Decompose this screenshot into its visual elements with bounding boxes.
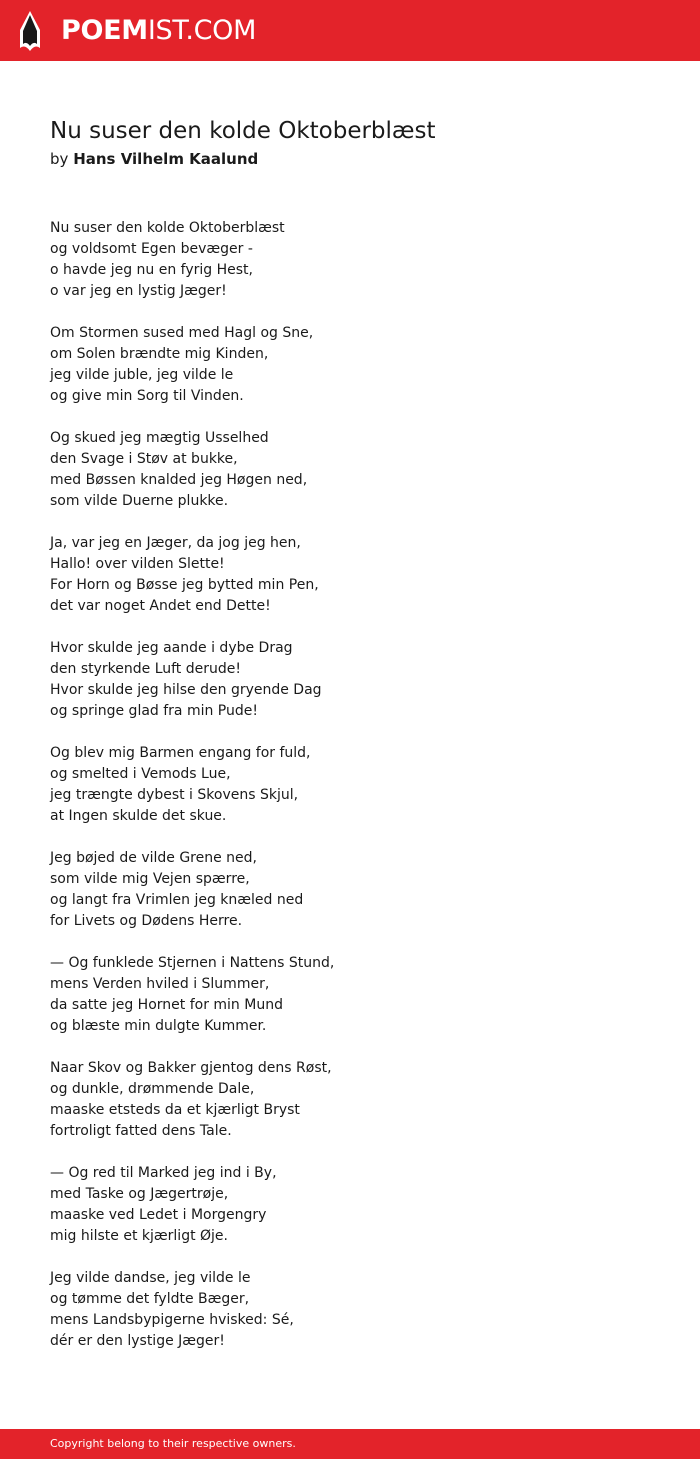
poem-line: jeg trængte dybest i Skovens Skjul, bbox=[50, 787, 299, 803]
poem-stanza bbox=[50, 848, 650, 932]
poem-stanza bbox=[50, 1268, 650, 1352]
poem-body bbox=[50, 218, 650, 1373]
poem-line: — Og red til Marked jeg ind i By, bbox=[50, 1165, 277, 1181]
poem-line: Og skued jeg mægtig Usselhed bbox=[50, 430, 269, 446]
poem-line: den Svage i Støv at bukke, bbox=[50, 451, 238, 467]
pen-nib-icon bbox=[16, 10, 44, 52]
poem-line: Og blev mig Barmen engang for fuld, bbox=[50, 745, 311, 761]
poem-line: jeg vilde juble, jeg vilde le bbox=[50, 367, 234, 383]
poem-title: Nu suser den kolde Oktoberblæst bbox=[50, 118, 436, 144]
site-footer bbox=[0, 1429, 700, 1459]
poem-stanza bbox=[50, 743, 650, 827]
poem-byline bbox=[50, 148, 258, 170]
copyright-text: Copyright belong to their respective owners. bbox=[50, 1437, 296, 1450]
poem-line: og springe glad fra min Pude! bbox=[50, 703, 258, 719]
poem-line: Om Stormen sused med Hagl og Sne, bbox=[50, 325, 314, 341]
poem-line: at Ingen skulde det skue. bbox=[50, 808, 227, 824]
poem-line: Jeg bøjed de vilde Grene ned, bbox=[50, 850, 258, 866]
poem-line: med Bøssen knalded jeg Høgen ned, bbox=[50, 472, 308, 488]
poem-line: mig hilste et kjærligt Øje. bbox=[50, 1228, 228, 1244]
poem-stanza bbox=[50, 953, 650, 1037]
poem-line: Jeg vilde dandse, jeg vilde le bbox=[50, 1270, 251, 1286]
poem-line: med Taske og Jægertrøje, bbox=[50, 1186, 229, 1202]
poem-line: maaske etsteds da et kjærligt Bryst bbox=[50, 1102, 300, 1118]
poem-line: maaske ved Ledet i Morgengry bbox=[50, 1207, 267, 1223]
site-header bbox=[0, 0, 700, 61]
poem-stanza bbox=[50, 533, 650, 617]
poem-line: og dunkle, drømmende Dale, bbox=[50, 1081, 255, 1097]
poem-line: mens Verden hviled i Slummer, bbox=[50, 976, 270, 992]
brand-light: IST.COM bbox=[147, 15, 257, 46]
poem-line: om Solen brændte mig Kinden, bbox=[50, 346, 269, 362]
poem-line: Hvor skulde jeg hilse den gryende Dag bbox=[50, 682, 322, 698]
poem-line: Naar Skov og Bakker gjentog dens Røst, bbox=[50, 1060, 332, 1076]
poem-line: og give min Sorg til Vinden. bbox=[50, 388, 244, 404]
poem-line: og tømme det fyldte Bæger, bbox=[50, 1291, 250, 1307]
poem-line: o havde jeg nu en fyrig Hest, bbox=[50, 262, 253, 278]
poem-stanza bbox=[50, 1163, 650, 1247]
poem-line: fortroligt fatted dens Tale. bbox=[50, 1123, 232, 1139]
poem-stanza bbox=[50, 323, 650, 407]
poem-line: og langt fra Vrimlen jeg knæled ned bbox=[50, 892, 304, 908]
poem-line: for Livets og Dødens Herre. bbox=[50, 913, 243, 929]
site-logo-text bbox=[61, 9, 256, 53]
poem-stanza bbox=[50, 428, 650, 512]
site-logo-link[interactable] bbox=[16, 9, 256, 53]
poem-line: Nu suser den kolde Oktoberblæst bbox=[50, 220, 285, 236]
poem-line: som vilde Duerne plukke. bbox=[50, 493, 229, 509]
brand-bold: POEM bbox=[61, 15, 148, 46]
poem-stanza bbox=[50, 218, 650, 302]
poem-line: For Horn og Bøsse jeg bytted min Pen, bbox=[50, 577, 319, 593]
poem-line: det var noget Andet end Dette! bbox=[50, 598, 271, 614]
poem-stanza bbox=[50, 638, 650, 722]
byline-prefix: by bbox=[50, 150, 69, 168]
poem-line: — Og funklede Stjernen i Nattens Stund, bbox=[50, 955, 335, 971]
poem-line: Hvor skulde jeg aande i dybe Drag bbox=[50, 640, 293, 656]
poem-line: og blæste min dulgte Kummer. bbox=[50, 1018, 267, 1034]
poem-line: den styrkende Luft derude! bbox=[50, 661, 241, 677]
poem-line: da satte jeg Hornet for min Mund bbox=[50, 997, 283, 1013]
poem-line: dér er den lystige Jæger! bbox=[50, 1333, 225, 1349]
poem-line: mens Landsbypigerne hvisked: Sé, bbox=[50, 1312, 294, 1328]
poem-author: Hans Vilhelm Kaalund bbox=[73, 150, 259, 168]
poem-line: Ja, var jeg en Jæger, da jog jeg hen, bbox=[50, 535, 301, 551]
poem-line: o var jeg en lystig Jæger! bbox=[50, 283, 227, 299]
poem-line: og smelted i Vemods Lue, bbox=[50, 766, 231, 782]
poem-line: Hallo! over vilden Slette! bbox=[50, 556, 225, 572]
poem-line: og voldsomt Egen bevæger - bbox=[50, 241, 253, 257]
poem-line: som vilde mig Vejen spærre, bbox=[50, 871, 250, 887]
poem-stanza bbox=[50, 1058, 650, 1142]
